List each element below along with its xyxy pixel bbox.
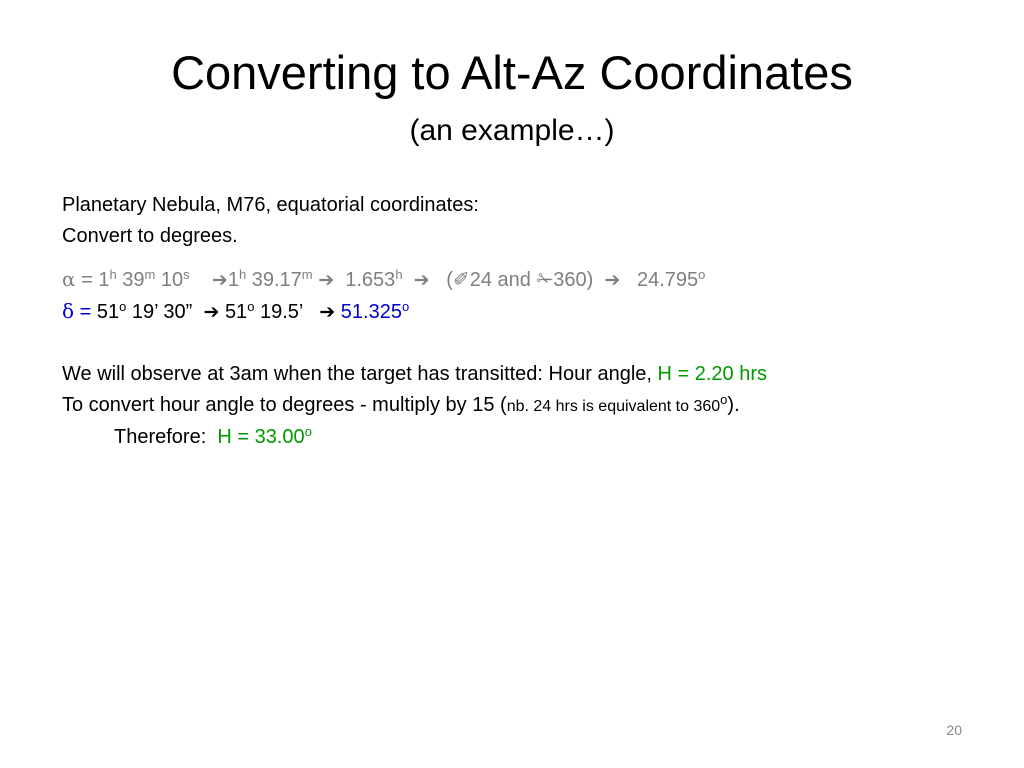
right-ascension-line	[62, 264, 1002, 296]
therefore-label: Therefore:	[114, 426, 207, 448]
ra-minutes: 39	[122, 269, 145, 291]
dec-rest: 19’ 30”	[131, 301, 193, 323]
convert-note-unit: o	[720, 392, 728, 407]
ra-seconds: 10	[160, 269, 184, 291]
ra-hours-unit: h	[109, 267, 117, 282]
dec-result-unit: o	[401, 299, 410, 314]
observe-text: We will observe at 3am when the target has transitted: Hour angle,	[62, 363, 652, 385]
ra-result-value: 24.795	[636, 269, 699, 291]
slide-title: Converting to Alt-Az Coordinates	[171, 46, 853, 99]
arrow-icon: ➔	[211, 269, 228, 291]
dec-step1-degrees-unit: o	[247, 299, 255, 314]
divide-symbol-icon: ✁	[536, 269, 554, 291]
ra-step1-hours-unit: h	[238, 267, 247, 282]
convert-text: To convert hour angle to degrees - multiply by 15 (	[62, 394, 507, 416]
intro-line-1: Planetary Nebula, M76, equatorial coordinates:	[62, 194, 479, 216]
page-number: 20	[946, 722, 962, 738]
ra-equals: =	[81, 269, 93, 291]
dec-degrees-unit: o	[119, 299, 127, 314]
arrow-icon: ➔	[604, 269, 621, 291]
arrow-icon: ➔	[319, 301, 336, 323]
observe-line	[62, 359, 1002, 390]
arrow-icon: ➔	[318, 269, 335, 291]
ra-hours: 1	[98, 269, 110, 291]
ra-step3-a: 24 and	[469, 269, 531, 291]
dec-result-value: 51.325	[340, 301, 402, 323]
arrow-icon: ➔	[203, 301, 220, 323]
convert-line	[62, 390, 1002, 422]
hour-angle-degrees-value: H = 33.00	[217, 426, 305, 448]
slide-body	[62, 190, 1002, 453]
delta-symbol: δ	[62, 299, 75, 323]
dec-degrees: 51	[96, 301, 120, 323]
convert-note: nb. 24 hrs is equivalent to 360	[506, 398, 721, 415]
ra-step1-minutes: 39.17	[251, 269, 302, 291]
dec-step1-rest: 19.5’	[259, 301, 303, 323]
ra-result-unit: o	[698, 267, 706, 282]
declination-line	[62, 296, 1002, 328]
arrow-icon: ➔	[413, 269, 430, 291]
hour-angle-value: H = 2.20 hrs	[657, 363, 768, 385]
ra-step3-b: 360)	[553, 269, 594, 291]
slide-subtitle: (an example…)	[409, 114, 615, 147]
ra-step1-minutes-unit: m	[301, 267, 313, 282]
hour-angle-degrees-unit: o	[304, 424, 312, 439]
ra-step2-unit: h	[395, 267, 403, 282]
convert-close: ).	[727, 394, 740, 416]
ra-step1-hours: 1	[227, 269, 239, 291]
ra-step3-open: (	[446, 269, 453, 291]
dec-equals: =	[79, 301, 92, 323]
intro-line-2: Convert to degrees.	[62, 225, 238, 247]
ra-minutes-unit: m	[144, 267, 156, 282]
alpha-symbol: α	[62, 267, 76, 291]
dec-step1-degrees: 51	[224, 301, 248, 323]
ra-step2-value: 1.653	[345, 269, 396, 291]
ra-seconds-unit: s	[183, 267, 190, 282]
paragraph-gap	[62, 328, 1002, 359]
therefore-line	[62, 422, 1002, 453]
multiply-symbol-icon: ✐	[452, 269, 470, 291]
